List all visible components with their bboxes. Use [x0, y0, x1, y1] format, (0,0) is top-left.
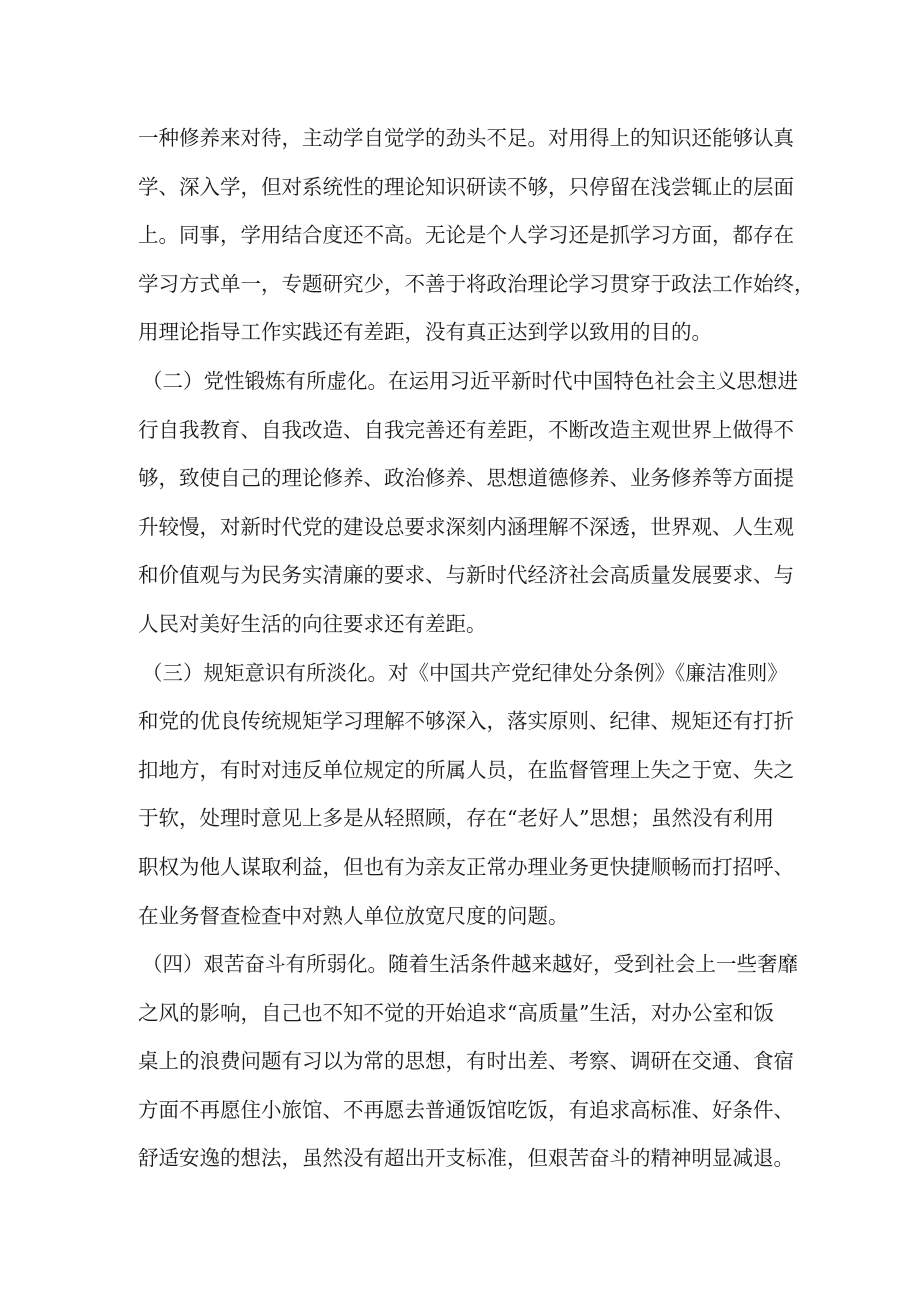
text-line: 在业务督查检查中对熟人单位放宽尺度的问题。	[138, 903, 569, 928]
section-heading-line: （二）党性锻炼有所虚化。在运用习近平新时代中国特色社会主义思想进	[142, 368, 798, 393]
text-line: 够，致使自己的理论修养、政治修养、思想道德修养、业务修养等方面提	[138, 466, 794, 491]
text-line: 升较慢，对新时代党的建设总要求深刻内涵理解不深透，世界观、人生观	[138, 514, 794, 539]
text-line: 桌上的浪费问题有习以为常的思想，有时出差、考察、调研在交通、食宿	[138, 1049, 794, 1074]
text-line: 学、深入学，但对系统性的理论知识研读不够，只停留在浅尝辄止的层面	[138, 174, 794, 199]
text-line: 于软，处理时意见上多是从轻照顾，存在“老好人”思想；虽然没有利用	[138, 806, 774, 831]
text-line: 上。同事，学用结合度还不高。无论是个人学习还是抓学习方面，都存在	[138, 223, 794, 248]
text-line: 学习方式单一，专题研究少，不善于将政治理论学习贯穿于政法工作始终，	[138, 271, 815, 296]
section-heading-line: （三）规矩意识有所淡化。对《中国共产党纪律处分条例》《廉洁准则》	[142, 660, 788, 685]
text-line: 一种修养来对待，主动学自觉学的劲头不足。对用得上的知识还能够认真	[138, 126, 794, 150]
text-line: 扣地方，有时对违反单位规定的所属人员，在监督管理上失之于宽、失之	[138, 757, 794, 782]
text-line: 人民对美好生活的向往要求还有差距。	[138, 611, 487, 636]
text-line: 和价值观与为民务实清廉的要求、与新时代经济社会高质量发展要求、与	[138, 563, 794, 588]
text-line: 舒适安逸的想法，虽然没有超出开支标准，但艰苦奋斗的精神明显减退。	[138, 1146, 794, 1171]
text-line: 行自我教育、自我改造、自我完善还有差距，不断改造主观世界上做得不	[138, 417, 794, 442]
text-line: 和党的优良传统规矩学习理解不够深入，落实原则、纪律、规矩还有打折	[138, 709, 794, 734]
body-text	[138, 114, 815, 1183]
text-line: 用理论指导工作实践还有差距，没有真正达到学以致用的目的。	[138, 320, 712, 345]
text-line: 方面不再愿住小旅馆、不再愿去普通饭馆吃饭，有追求高标准、好条件、	[138, 1097, 794, 1122]
text-line: 职权为他人谋取利益，但也有为亲友正常办理业务更快捷顺畅而打招呼、	[138, 854, 794, 879]
section-heading-line: （四）艰苦奋斗有所弱化。随着生活条件越来越好，受到社会上一些奢靡	[142, 952, 798, 977]
text-line: 之风的影响，自己也不知不觉的开始追求“高质量”生活，对办公室和饭	[138, 1000, 774, 1025]
